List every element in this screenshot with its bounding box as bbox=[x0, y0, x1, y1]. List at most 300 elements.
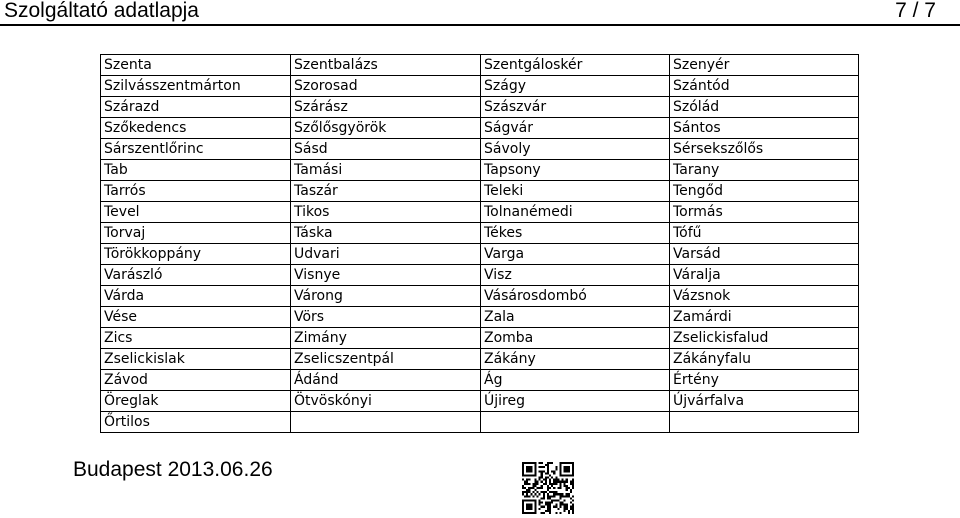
qr-module bbox=[543, 483, 545, 485]
qr-module bbox=[522, 499, 524, 514]
qr-module bbox=[555, 477, 557, 479]
table-cell: Tékes bbox=[481, 223, 670, 244]
qr-module bbox=[555, 466, 557, 468]
qr-module bbox=[572, 483, 574, 485]
qr-module bbox=[570, 489, 572, 491]
table-cell: Tolnanémedi bbox=[481, 202, 670, 223]
qr-module bbox=[545, 464, 547, 466]
qr-module bbox=[541, 506, 543, 508]
qr-module bbox=[551, 502, 553, 504]
qr-module bbox=[522, 485, 524, 487]
qr-module bbox=[522, 493, 524, 495]
table-row bbox=[101, 349, 859, 370]
page-indicator: 7 / 7 bbox=[895, 0, 936, 22]
table-cell: Zákány bbox=[481, 349, 670, 370]
qr-module bbox=[566, 495, 568, 497]
qr-module bbox=[541, 470, 543, 472]
table-cell: Táska bbox=[291, 223, 481, 244]
table-row bbox=[101, 160, 859, 181]
qr-module bbox=[568, 510, 570, 512]
qr-module bbox=[557, 481, 559, 483]
table-cell: Tarrós bbox=[101, 181, 291, 202]
qr-module bbox=[566, 479, 568, 481]
qr-module bbox=[539, 477, 541, 479]
qr-module bbox=[537, 483, 539, 485]
qr-module bbox=[568, 512, 570, 514]
qr-module bbox=[549, 510, 551, 512]
qr-module bbox=[559, 512, 561, 514]
table-cell: Udvari bbox=[291, 244, 481, 265]
qr-module bbox=[534, 499, 536, 514]
qr-module bbox=[553, 483, 555, 485]
qr-module bbox=[534, 481, 536, 483]
qr-module bbox=[543, 466, 545, 468]
table-cell: Zics bbox=[101, 328, 291, 349]
qr-module bbox=[543, 506, 545, 508]
qr-module bbox=[541, 497, 543, 499]
table-row bbox=[101, 181, 859, 202]
qr-module bbox=[541, 485, 543, 487]
qr-module bbox=[551, 495, 553, 497]
qr-module bbox=[541, 472, 543, 474]
qr-module bbox=[547, 472, 549, 474]
qr-module bbox=[553, 487, 555, 489]
qr-module bbox=[557, 479, 559, 481]
table-cell: Újvárfalva bbox=[670, 391, 859, 412]
qr-module bbox=[559, 497, 561, 499]
qr-module bbox=[570, 502, 572, 504]
qr-module bbox=[549, 474, 551, 476]
qr-module bbox=[564, 483, 566, 485]
qr-module bbox=[555, 491, 557, 493]
table-cell: Szászvár bbox=[481, 97, 670, 118]
table-cell: Tormás bbox=[670, 202, 859, 223]
table-cell: Ságvár bbox=[481, 118, 670, 139]
footer-date: Budapest 2013.06.26 bbox=[73, 458, 273, 481]
qr-module bbox=[545, 479, 547, 481]
qr-module bbox=[545, 510, 547, 512]
qr-module bbox=[526, 466, 532, 472]
qr-module bbox=[524, 491, 526, 493]
qr-module bbox=[555, 468, 557, 470]
qr-module bbox=[564, 510, 566, 512]
qr-module bbox=[545, 504, 547, 506]
qr-module bbox=[572, 512, 574, 514]
qr-module bbox=[564, 508, 566, 510]
qr-module bbox=[549, 462, 551, 464]
qr-module bbox=[559, 506, 561, 508]
qr-module bbox=[551, 483, 553, 485]
qr-module bbox=[566, 489, 568, 491]
qr-module bbox=[551, 470, 553, 472]
table-row bbox=[101, 370, 859, 391]
table-row bbox=[101, 391, 859, 412]
table-cell: Tarany bbox=[670, 160, 859, 181]
qr-module bbox=[564, 485, 566, 487]
qr-module bbox=[572, 508, 574, 510]
table-row bbox=[101, 118, 859, 139]
qr-module bbox=[551, 485, 553, 487]
qr-module bbox=[543, 479, 545, 481]
table-row bbox=[101, 307, 859, 328]
table-cell: Szentgáloskér bbox=[481, 55, 670, 76]
qr-module bbox=[530, 487, 532, 489]
qr-module bbox=[559, 474, 574, 476]
qr-module bbox=[551, 462, 553, 464]
qr-module bbox=[568, 493, 570, 495]
qr-module bbox=[534, 489, 536, 491]
table-row bbox=[101, 202, 859, 223]
qr-module bbox=[559, 487, 561, 489]
table-cell: Ádánd bbox=[291, 370, 481, 391]
table-cell: Sávoly bbox=[481, 139, 670, 160]
qr-module bbox=[530, 493, 532, 495]
qr-module bbox=[524, 495, 526, 497]
qr-module bbox=[541, 512, 543, 514]
table-row bbox=[101, 265, 859, 286]
qr-module bbox=[528, 483, 530, 485]
qr-module bbox=[547, 466, 549, 468]
table-cell: Szenyér bbox=[670, 55, 859, 76]
table-row bbox=[101, 97, 859, 118]
qr-module bbox=[555, 506, 557, 508]
table-cell: Szenta bbox=[101, 55, 291, 76]
qr-module bbox=[545, 483, 547, 485]
qr-module bbox=[541, 477, 543, 479]
qr-module bbox=[568, 487, 570, 489]
table-cell: Értény bbox=[670, 370, 859, 391]
table-cell: Újireg bbox=[481, 391, 670, 412]
table-cell: Varászló bbox=[101, 265, 291, 286]
qr-module bbox=[547, 510, 549, 512]
qr-module bbox=[541, 474, 543, 476]
qr-module bbox=[551, 499, 553, 501]
qr-module bbox=[545, 477, 547, 479]
qr-module bbox=[549, 497, 551, 499]
table-cell: Szorosad bbox=[291, 76, 481, 97]
table-cell: Vörs bbox=[291, 307, 481, 328]
table-cell: Zselickisfalud bbox=[670, 328, 859, 349]
qr-module bbox=[557, 499, 559, 501]
qr-module bbox=[559, 462, 574, 464]
qr-module bbox=[547, 462, 549, 464]
qr-module bbox=[570, 483, 572, 485]
qr-module bbox=[570, 491, 572, 493]
qr-module bbox=[549, 491, 551, 493]
qr-module bbox=[526, 481, 528, 483]
table-cell: Zselickislak bbox=[101, 349, 291, 370]
qr-module bbox=[553, 499, 555, 501]
qr-module bbox=[566, 481, 568, 483]
qr-module bbox=[547, 502, 549, 504]
qr-module bbox=[537, 481, 539, 483]
qr-module bbox=[562, 479, 564, 481]
qr-module bbox=[526, 483, 528, 485]
qr-module bbox=[537, 487, 539, 489]
qr-module bbox=[522, 487, 524, 489]
table-cell: Vásárosdombó bbox=[481, 286, 670, 307]
qr-module bbox=[572, 506, 574, 508]
qr-module bbox=[547, 487, 549, 489]
qr-module bbox=[553, 472, 555, 474]
table-row bbox=[101, 76, 859, 97]
qr-module bbox=[539, 466, 541, 468]
table-cell: Torvaj bbox=[101, 223, 291, 244]
qr-module bbox=[557, 493, 559, 495]
qr-module bbox=[549, 512, 551, 514]
qr-module bbox=[526, 493, 528, 495]
qr-module bbox=[547, 468, 549, 470]
qr-module bbox=[559, 483, 561, 485]
qr-module bbox=[532, 495, 534, 497]
table-cell bbox=[291, 412, 481, 433]
qr-module bbox=[562, 495, 564, 497]
qr-module bbox=[541, 491, 543, 493]
table-cell: Varsád bbox=[670, 244, 859, 265]
qr-module bbox=[562, 504, 564, 506]
qr-module bbox=[559, 462, 561, 477]
table-cell: Ág bbox=[481, 370, 670, 391]
table-cell: Szentbalázs bbox=[291, 55, 481, 76]
table-cell: Zákányfalu bbox=[670, 349, 859, 370]
qr-module bbox=[555, 493, 557, 495]
qr-module bbox=[524, 483, 526, 485]
table-cell: Vázsnok bbox=[670, 286, 859, 307]
table-cell: Váralja bbox=[670, 265, 859, 286]
table-cell: Teleki bbox=[481, 181, 670, 202]
qr-module bbox=[539, 499, 541, 501]
table-cell: Szántód bbox=[670, 76, 859, 97]
qr-module bbox=[545, 502, 547, 504]
qr-module bbox=[547, 508, 549, 510]
qr-module bbox=[559, 485, 561, 487]
table-cell: Szágy bbox=[481, 76, 670, 97]
qr-module bbox=[566, 506, 568, 508]
table-cell: Öreglak bbox=[101, 391, 291, 412]
qr-module bbox=[562, 502, 564, 504]
qr-module bbox=[547, 477, 549, 479]
table-cell: Szilvásszentmárton bbox=[101, 76, 291, 97]
qr-module bbox=[564, 506, 566, 508]
qr-module bbox=[547, 504, 549, 506]
table-cell: Taszár bbox=[291, 181, 481, 202]
settlements-table-body bbox=[101, 55, 859, 433]
qr-module bbox=[547, 506, 549, 508]
qr-module bbox=[528, 479, 530, 481]
qr-module bbox=[537, 495, 539, 497]
qr-module bbox=[564, 499, 566, 501]
qr-module bbox=[551, 491, 553, 493]
qr-module bbox=[522, 474, 537, 476]
qr-module bbox=[526, 489, 528, 491]
table-cell: Ötvöskónyi bbox=[291, 391, 481, 412]
table-cell bbox=[481, 412, 670, 433]
table-cell: Tapsony bbox=[481, 160, 670, 181]
qr-module bbox=[553, 491, 555, 493]
qr-module bbox=[553, 479, 555, 481]
qr-module bbox=[570, 481, 572, 483]
qr-module bbox=[528, 495, 530, 497]
table-row bbox=[101, 139, 859, 160]
qr-module bbox=[566, 508, 568, 510]
qr-code-icon bbox=[522, 462, 574, 514]
qr-module bbox=[559, 481, 561, 483]
qr-module bbox=[543, 497, 545, 499]
qr-module bbox=[528, 491, 530, 493]
qr-module bbox=[541, 487, 543, 489]
qr-module bbox=[543, 495, 545, 497]
qr-module bbox=[555, 504, 557, 506]
qr-module bbox=[522, 479, 524, 481]
qr-module bbox=[555, 483, 557, 485]
qr-module bbox=[547, 464, 549, 466]
qr-module bbox=[566, 493, 568, 495]
qr-module bbox=[549, 504, 551, 506]
settlements-table bbox=[100, 54, 859, 433]
qr-module bbox=[559, 495, 561, 497]
table-cell: Tab bbox=[101, 160, 291, 181]
table-row bbox=[101, 412, 859, 433]
qr-module bbox=[564, 481, 566, 483]
table-cell: Szárász bbox=[291, 97, 481, 118]
table-row bbox=[101, 244, 859, 265]
qr-module bbox=[539, 504, 541, 506]
qr-module bbox=[559, 504, 561, 506]
qr-module bbox=[549, 495, 551, 497]
table-cell: Szárazd bbox=[101, 97, 291, 118]
qr-module bbox=[553, 495, 555, 497]
table-cell: Závod bbox=[101, 370, 291, 391]
qr-module bbox=[526, 479, 528, 481]
qr-module bbox=[526, 504, 532, 510]
qr-module bbox=[534, 462, 536, 477]
qr-module bbox=[553, 481, 555, 483]
qr-module bbox=[572, 504, 574, 506]
header-divider bbox=[0, 24, 960, 26]
qr-module bbox=[566, 487, 568, 489]
table-cell: Sárszentlőrinc bbox=[101, 139, 291, 160]
table-cell: Varga bbox=[481, 244, 670, 265]
qr-module bbox=[541, 466, 543, 468]
qr-module bbox=[549, 483, 551, 485]
table-cell: Zala bbox=[481, 307, 670, 328]
qr-module bbox=[539, 487, 541, 489]
table-cell: Zselicszentpál bbox=[291, 349, 481, 370]
qr-module bbox=[564, 504, 566, 506]
qr-module bbox=[528, 489, 530, 491]
qr-module bbox=[547, 485, 549, 487]
qr-module bbox=[524, 487, 526, 489]
qr-module bbox=[566, 504, 568, 506]
table-cell: Őrtilos bbox=[101, 412, 291, 433]
qr-module bbox=[549, 506, 551, 508]
table-cell: Tevel bbox=[101, 202, 291, 223]
qr-module bbox=[547, 489, 549, 491]
table-cell bbox=[670, 412, 859, 433]
table-row bbox=[101, 223, 859, 244]
qr-module bbox=[537, 491, 539, 493]
qr-module bbox=[557, 487, 559, 489]
qr-module bbox=[559, 493, 561, 495]
qr-module bbox=[566, 485, 568, 487]
qr-module bbox=[553, 506, 555, 508]
qr-module bbox=[522, 462, 537, 464]
qr-module bbox=[570, 497, 572, 499]
table-cell: Sásd bbox=[291, 139, 481, 160]
qr-module bbox=[555, 499, 557, 501]
qr-module bbox=[545, 491, 547, 493]
qr-module bbox=[526, 495, 528, 497]
qr-module bbox=[522, 512, 537, 514]
qr-module bbox=[532, 487, 534, 489]
qr-module bbox=[553, 493, 555, 495]
qr-module bbox=[539, 493, 541, 495]
qr-module bbox=[555, 479, 557, 481]
qr-module bbox=[522, 462, 524, 477]
table-cell: Zimány bbox=[291, 328, 481, 349]
qr-module bbox=[532, 483, 534, 485]
qr-module bbox=[522, 491, 524, 493]
qr-module bbox=[526, 491, 528, 493]
qr-module bbox=[543, 491, 545, 493]
qr-module bbox=[570, 508, 572, 510]
qr-module bbox=[549, 502, 551, 504]
qr-module bbox=[534, 485, 536, 487]
qr-module bbox=[545, 481, 547, 483]
table-cell: Tamási bbox=[291, 160, 481, 181]
qr-module bbox=[547, 495, 549, 497]
page-header bbox=[0, 0, 960, 22]
qr-module bbox=[562, 493, 564, 495]
qr-module bbox=[532, 485, 534, 487]
table-row bbox=[101, 286, 859, 307]
qr-module bbox=[539, 462, 541, 464]
table-cell: Sérsekszőlős bbox=[670, 139, 859, 160]
qr-module bbox=[528, 487, 530, 489]
table-cell: Vése bbox=[101, 307, 291, 328]
page-title: Szolgáltató adatlapja bbox=[4, 0, 199, 22]
qr-module bbox=[570, 506, 572, 508]
qr-module bbox=[534, 493, 536, 495]
qr-module bbox=[553, 470, 555, 472]
table-cell: Várda bbox=[101, 286, 291, 307]
table-cell: Tengőd bbox=[670, 181, 859, 202]
table-cell: Szőlősgyörök bbox=[291, 118, 481, 139]
qr-module bbox=[547, 497, 549, 499]
qr-module bbox=[541, 462, 543, 464]
qr-module bbox=[562, 481, 564, 483]
qr-module bbox=[568, 495, 570, 497]
qr-module bbox=[543, 470, 545, 472]
qr-module bbox=[547, 470, 549, 472]
table-cell: Szólád bbox=[670, 97, 859, 118]
qr-module bbox=[539, 502, 541, 504]
qr-module bbox=[532, 491, 534, 493]
table-cell: Törökkoppány bbox=[101, 244, 291, 265]
qr-module bbox=[572, 499, 574, 501]
qr-module bbox=[549, 481, 551, 483]
qr-module bbox=[547, 493, 549, 495]
table-cell: Tófű bbox=[670, 223, 859, 244]
table-cell: Szőkedencs bbox=[101, 118, 291, 139]
qr-module bbox=[549, 487, 551, 489]
qr-module bbox=[564, 495, 566, 497]
table-cell: Zamárdi bbox=[670, 307, 859, 328]
qr-module bbox=[572, 487, 574, 489]
qr-module bbox=[541, 481, 543, 483]
qr-module bbox=[539, 479, 541, 481]
table-cell: Tikos bbox=[291, 202, 481, 223]
